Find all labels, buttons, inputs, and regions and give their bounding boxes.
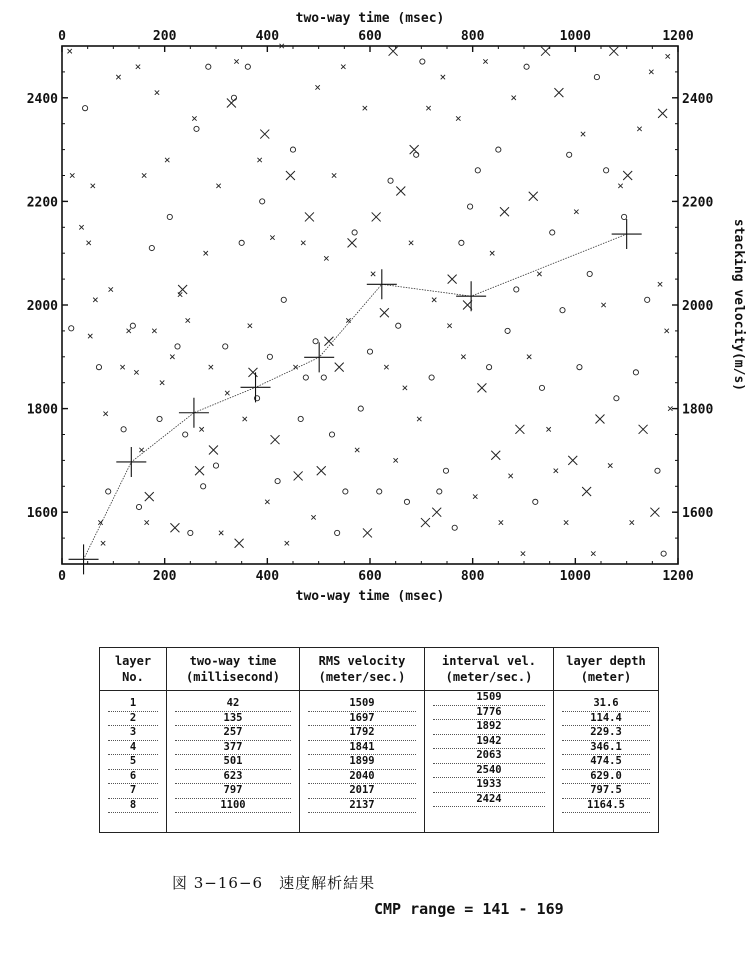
- semblance-cross: [371, 272, 375, 276]
- semblance-circle: [231, 95, 236, 100]
- axis-ticks: [27, 29, 714, 584]
- semblance-circle: [594, 74, 599, 79]
- x-tick-label-top: 0: [58, 29, 66, 44]
- table-cell: 31.6: [562, 697, 650, 712]
- semblance-big-cross: [178, 285, 187, 294]
- semblance-cross: [265, 500, 269, 504]
- velocity-pick-marker: [69, 544, 99, 574]
- semblance-cross: [601, 303, 605, 307]
- semblance-cross: [315, 85, 319, 89]
- semblance-cross: [527, 355, 531, 359]
- semblance-circle: [475, 168, 480, 173]
- table-cell: 1899: [308, 755, 416, 770]
- semblance-circle: [303, 375, 308, 380]
- semblance-big-cross: [396, 187, 405, 196]
- table-cell: 4: [108, 741, 158, 756]
- rms-velocity-column: [300, 691, 425, 833]
- x-tick-label-top: 1000: [559, 29, 591, 44]
- semblance-circle: [567, 152, 572, 157]
- semblance-big-cross: [335, 363, 344, 372]
- semblance-big-cross: [380, 308, 389, 317]
- header-line: (meter/sec.): [318, 670, 406, 684]
- x-tick-label-top: 600: [358, 29, 382, 44]
- table-cell: 1509: [433, 691, 545, 706]
- semblance-cross: [346, 318, 350, 322]
- semblance-cross: [630, 520, 634, 524]
- table-cell: 229.3: [562, 726, 650, 741]
- semblance-circle: [275, 479, 280, 484]
- x-tick-label-bottom: 0: [58, 569, 66, 584]
- y-tick-label-right: 1600: [682, 506, 714, 522]
- semblance-cross: [285, 541, 289, 545]
- y-tick-label-right: 2200: [682, 195, 714, 211]
- semblance-big-cross: [294, 471, 303, 480]
- semblance-cross: [142, 173, 146, 177]
- table-cell: 2137: [308, 799, 416, 814]
- x-tick-label-bottom: 1000: [559, 569, 591, 584]
- semblance-cross: [341, 65, 345, 69]
- semblance-big-cross: [432, 508, 441, 517]
- semblance-circle: [645, 297, 650, 302]
- semblance-cross: [461, 355, 465, 359]
- semblance-big-cross: [529, 192, 538, 201]
- semblance-cross: [68, 49, 72, 53]
- header-rms-velocity: [300, 648, 425, 691]
- x-tick-label-bottom: 400: [255, 569, 280, 584]
- semblance-cross: [546, 427, 550, 431]
- semblance-cross: [473, 494, 477, 498]
- semblance-big-cross: [623, 171, 632, 180]
- semblance-cross: [88, 334, 92, 338]
- semblance-cross: [204, 251, 208, 255]
- semblance-big-cross: [305, 212, 314, 221]
- semblance-big-cross: [595, 414, 604, 423]
- figure-caption: 図 3−16−6 速度解析結果: [172, 874, 376, 892]
- table-cell: 2424: [433, 793, 545, 808]
- semblance-circle: [358, 406, 363, 411]
- semblance-circle: [661, 551, 666, 556]
- right-axis-title: stacking velocity(m/s): [731, 218, 746, 392]
- header-line: interval vel.: [442, 654, 536, 668]
- semblance-circle: [175, 344, 180, 349]
- semblance-circle: [443, 468, 448, 473]
- table-cell: 1892: [433, 720, 545, 735]
- semblance-big-cross: [582, 487, 591, 496]
- semblance-cross: [581, 132, 585, 136]
- semblance-circle: [194, 126, 199, 131]
- table-cell: 1509: [308, 697, 416, 712]
- semblance-circle: [239, 240, 244, 245]
- semblance-circle: [414, 152, 419, 157]
- semblance-circle: [121, 427, 126, 432]
- semblance-circle: [539, 385, 544, 390]
- x-tick-label-top: 800: [460, 29, 485, 44]
- semblance-big-cross: [448, 275, 457, 284]
- semblance-cross: [93, 298, 97, 302]
- header-line: (meter): [580, 670, 632, 684]
- table-cell: 1933: [433, 778, 545, 793]
- semblance-circle: [149, 245, 154, 250]
- semblance-circle: [298, 416, 303, 421]
- semblance-cross: [363, 106, 367, 110]
- semblance-cross: [512, 96, 516, 100]
- semblance-circle: [429, 375, 434, 380]
- semblance-cross: [209, 365, 213, 369]
- semblance-circle: [352, 230, 357, 235]
- semblance-big-cross: [286, 171, 295, 180]
- table-cell: 5: [108, 755, 158, 770]
- velocity-pick-marker: [304, 342, 334, 372]
- y-tick-label-left: 1800: [26, 402, 58, 418]
- semblance-big-cross: [650, 508, 659, 517]
- layer-depth-column: [554, 691, 659, 833]
- x-tick-label-top: 400: [255, 29, 280, 44]
- semblance-cross: [101, 541, 105, 545]
- semblance-cross: [384, 365, 388, 369]
- semblance-big-cross: [195, 466, 204, 475]
- semblance-cross: [668, 406, 672, 410]
- y-tick-label-right: 2000: [682, 299, 714, 314]
- table-cell: 501: [175, 755, 291, 770]
- header-line: (meter/sec.): [445, 670, 533, 684]
- semblance-cross: [490, 251, 494, 255]
- semblance-circle: [486, 365, 491, 370]
- semblance-big-cross: [477, 383, 486, 392]
- semblance-cross: [243, 417, 247, 421]
- semblance-circle: [245, 64, 250, 69]
- semblance-circle: [157, 416, 162, 421]
- semblance-cross: [120, 365, 124, 369]
- semblance-cross: [145, 520, 149, 524]
- semblance-circle: [396, 323, 401, 328]
- velocity-pick-marker: [612, 219, 642, 249]
- semblance-cross: [521, 551, 525, 555]
- semblance-circle: [106, 489, 111, 494]
- semblance-big-cross: [639, 425, 648, 434]
- semblance-cross: [666, 54, 670, 58]
- header-layer-depth: [554, 648, 659, 691]
- semblance-big-cross: [515, 425, 524, 434]
- semblance-cross: [225, 391, 229, 395]
- semblance-cross: [139, 448, 143, 452]
- table-cell: 1697: [308, 712, 416, 727]
- table-cell: 3: [108, 726, 158, 741]
- semblance-circle: [404, 499, 409, 504]
- semblance-cross: [355, 448, 359, 452]
- velocity-pick-marker: [116, 447, 146, 477]
- table-cell: 797: [175, 784, 291, 799]
- table-cell: 2: [108, 712, 158, 727]
- semblance-cross: [417, 417, 421, 421]
- x-tick-label-top: 1200: [662, 29, 694, 44]
- velocity-table: [99, 647, 659, 833]
- semblance-cross: [155, 90, 159, 94]
- semblance-cross: [219, 531, 223, 535]
- semblance-circle: [206, 64, 211, 69]
- semblance-big-cross: [658, 109, 667, 118]
- semblance-cross: [409, 241, 413, 245]
- semblance-circle: [505, 328, 510, 333]
- semblance-big-cross: [317, 466, 326, 475]
- semblance-cross: [192, 116, 196, 120]
- semblance-circle: [587, 271, 592, 276]
- semblance-circle: [136, 504, 141, 509]
- semblance-big-cross: [348, 238, 357, 247]
- table-cell: 1100: [175, 799, 291, 814]
- semblance-cross: [658, 282, 662, 286]
- header-line: layer: [114, 654, 152, 668]
- semblance-cross: [301, 241, 305, 245]
- table-cell: 2063: [433, 749, 545, 764]
- header-line: No.: [122, 670, 144, 684]
- table-cell: 114.4: [562, 712, 650, 727]
- y-tick-label-left: 2200: [26, 195, 58, 211]
- velocity-pick-marker: [179, 398, 209, 428]
- semblance-big-cross: [389, 47, 398, 56]
- table-cell: 8: [108, 799, 158, 814]
- table-cell: 474.5: [562, 755, 650, 770]
- semblance-cross: [109, 287, 113, 291]
- velocity-pick-marker: [456, 281, 486, 311]
- semblance-circle: [96, 365, 101, 370]
- y-tick-label-left: 1600: [26, 506, 58, 522]
- semblance-cross: [508, 474, 512, 478]
- semblance-cross: [499, 520, 503, 524]
- table-cell: 1841: [308, 741, 416, 756]
- semblance-marks: [68, 44, 673, 556]
- semblance-cross: [127, 329, 131, 333]
- semblance-circle: [633, 370, 638, 375]
- semblance-circle: [329, 432, 334, 437]
- table-cell: 7: [108, 784, 158, 799]
- table-cell: 346.1: [562, 741, 650, 756]
- semblance-cross: [293, 365, 297, 369]
- y-tick-label-left: 2400: [26, 91, 58, 107]
- semblance-cross: [441, 75, 445, 79]
- semblance-cross: [393, 458, 397, 462]
- semblance-big-cross: [145, 492, 154, 501]
- table-cell: 1: [108, 697, 158, 712]
- semblance-big-cross: [271, 435, 280, 444]
- semblance-circle: [614, 396, 619, 401]
- header-line: layer depth: [566, 654, 646, 668]
- header-line: (millisecond): [186, 670, 280, 684]
- semblance-cross: [86, 241, 90, 245]
- table-cell: 2040: [308, 770, 416, 785]
- semblance-cross: [332, 173, 336, 177]
- two-way-time-column: [167, 691, 300, 833]
- semblance-circle: [167, 214, 172, 219]
- table-cell: 135: [175, 712, 291, 727]
- semblance-cross: [186, 318, 190, 322]
- header-two-way-time: [167, 648, 300, 691]
- table-cell: 6: [108, 770, 158, 785]
- semblance-circle: [188, 530, 193, 535]
- semblance-circle: [388, 178, 393, 183]
- semblance-cross: [152, 329, 156, 333]
- semblance-cross: [270, 235, 274, 239]
- semblance-cross: [591, 551, 595, 555]
- semblance-cross: [70, 173, 74, 177]
- semblance-circle: [223, 344, 228, 349]
- semblance-big-cross: [324, 337, 333, 346]
- semblance-cross: [103, 412, 107, 416]
- semblance-circle: [213, 463, 218, 468]
- semblance-circle: [533, 499, 538, 504]
- bottom-axis-title: two-way time (msec): [295, 589, 445, 604]
- table-cell: 1942: [433, 735, 545, 750]
- semblance-cross: [160, 381, 164, 385]
- semblance-cross: [537, 272, 541, 276]
- semblance-circle: [452, 525, 457, 530]
- semblance-big-cross: [260, 130, 269, 139]
- semblance-big-cross: [421, 518, 430, 527]
- semblance-cross: [134, 370, 138, 374]
- semblance-cross: [91, 184, 95, 188]
- x-tick-label-bottom: 200: [152, 569, 177, 584]
- x-tick-label-top: 200: [152, 29, 177, 44]
- table-cell: 257: [175, 726, 291, 741]
- semblance-circle: [267, 354, 272, 359]
- semblance-circle: [290, 147, 295, 152]
- semblance-circle: [550, 230, 555, 235]
- table-body-row: [100, 691, 659, 833]
- semblance-circle: [459, 240, 464, 245]
- table-cell: 42: [175, 697, 291, 712]
- semblance-circle: [183, 432, 188, 437]
- semblance-circle: [281, 297, 286, 302]
- semblance-cross: [608, 463, 612, 467]
- semblance-big-cross: [209, 446, 218, 455]
- semblance-circle: [321, 375, 326, 380]
- semblance-cross: [199, 427, 203, 431]
- semblance-circle: [437, 489, 442, 494]
- semblance-cross: [116, 75, 120, 79]
- semblance-big-cross: [363, 528, 372, 537]
- semblance-cross: [165, 158, 169, 162]
- semblance-cross: [574, 210, 578, 214]
- table-cell: 2540: [433, 764, 545, 779]
- header-layer-no: [100, 648, 167, 691]
- y-tick-label-right: 1800: [682, 402, 714, 418]
- semblance-circle: [130, 323, 135, 328]
- table-cell: 797.5: [562, 784, 650, 799]
- semblance-cross: [136, 65, 140, 69]
- semblance-big-cross: [500, 207, 509, 216]
- semblance-cross: [257, 158, 261, 162]
- x-tick-label-bottom: 600: [358, 569, 382, 584]
- semblance-cross: [456, 116, 460, 120]
- y-tick-label-right: 2400: [682, 91, 714, 107]
- semblance-big-cross: [235, 539, 244, 548]
- semblance-cross: [234, 59, 238, 63]
- semblance-circle: [468, 204, 473, 209]
- semblance-cross: [79, 225, 83, 229]
- semblance-cross: [324, 256, 328, 260]
- table-cell: 1776: [433, 706, 545, 721]
- semblance-cross: [403, 386, 407, 390]
- velocity-picks: [69, 219, 642, 574]
- x-tick-label-bottom: 1200: [662, 569, 694, 584]
- header-interval-vel: [425, 648, 554, 691]
- semblance-cross: [665, 329, 669, 333]
- semblance-circle: [260, 199, 265, 204]
- semblance-big-cross: [248, 368, 257, 377]
- semblance-big-cross: [372, 212, 381, 221]
- semblance-circle: [69, 326, 74, 331]
- semblance-big-cross: [491, 451, 500, 460]
- table-cell: 1792: [308, 726, 416, 741]
- semblance-circle: [560, 308, 565, 313]
- semblance-cross: [216, 184, 220, 188]
- semblance-big-cross: [568, 456, 577, 465]
- semblance-cross: [426, 106, 430, 110]
- plot-frame: [62, 46, 678, 564]
- semblance-circle: [514, 287, 519, 292]
- semblance-cross: [564, 520, 568, 524]
- y-tick-label-left: 2000: [26, 299, 58, 314]
- semblance-big-cross: [609, 47, 618, 56]
- semblance-circle: [604, 168, 609, 173]
- header-line: RMS velocity: [318, 654, 406, 668]
- velocity-pick-marker: [367, 269, 397, 299]
- semblance-big-cross: [541, 47, 550, 56]
- header-line: two-way time: [189, 654, 277, 668]
- table-cell: 1164.5: [562, 799, 650, 814]
- semblance-cross: [447, 324, 451, 328]
- table-cell: 377: [175, 741, 291, 756]
- semblance-cross: [432, 298, 436, 302]
- semblance-cross: [554, 469, 558, 473]
- semblance-circle: [313, 339, 318, 344]
- semblance-cross: [248, 324, 252, 328]
- semblance-cross: [618, 184, 622, 188]
- semblance-circle: [420, 59, 425, 64]
- semblance-big-cross: [554, 88, 563, 97]
- semblance-circle: [343, 489, 348, 494]
- semblance-circle: [83, 106, 88, 111]
- semblance-circle: [496, 147, 501, 152]
- semblance-cross: [637, 127, 641, 131]
- semblance-cross: [170, 355, 174, 359]
- semblance-circle: [377, 489, 382, 494]
- semblance-circle: [201, 484, 206, 489]
- x-tick-label-bottom: 800: [460, 569, 485, 584]
- semblance-circle: [367, 349, 372, 354]
- semblance-big-cross: [170, 523, 179, 532]
- table-header-row: [100, 648, 659, 691]
- top-axis-title: two-way time (msec): [295, 11, 445, 26]
- semblance-cross: [483, 59, 487, 63]
- table-cell: 629.0: [562, 770, 650, 785]
- semblance-circle: [524, 64, 529, 69]
- semblance-circle: [622, 214, 627, 219]
- table-cell: 623: [175, 770, 291, 785]
- velocity-pick-marker: [241, 372, 271, 402]
- semblance-circle: [577, 365, 582, 370]
- layer-no-column: [100, 691, 167, 833]
- semblance-cross: [311, 515, 315, 519]
- picked-velocity-line: [84, 234, 627, 559]
- semblance-circle: [655, 468, 660, 473]
- cmp-range-label: CMP range = 141 - 169: [374, 900, 564, 918]
- interval-vel-column: [425, 691, 554, 833]
- semblance-cross: [649, 70, 653, 74]
- table-cell: 2017: [308, 784, 416, 799]
- semblance-circle: [335, 530, 340, 535]
- semblance-big-cross: [227, 98, 236, 107]
